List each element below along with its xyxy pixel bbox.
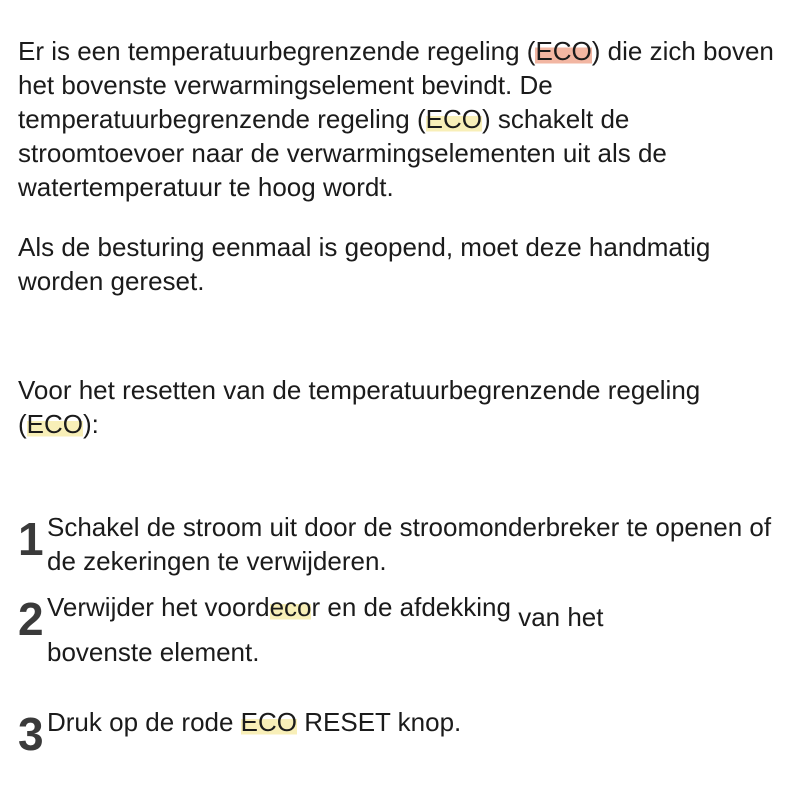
step-number: 2	[18, 593, 44, 645]
step-1	[18, 510, 788, 580]
step-2	[18, 590, 788, 670]
intro-paragraph	[18, 34, 788, 204]
eco-term-highlight: ECO	[425, 104, 482, 134]
step-3	[18, 705, 788, 760]
intro-text-part-1: Er is een temperatuurbegrenzende regeling (	[18, 36, 536, 66]
eco-term-highlight: ECO	[240, 707, 298, 737]
reset-heading-text-part-2: ):	[83, 409, 99, 439]
eco-term-highlight-red: ECO	[535, 36, 592, 66]
step-text	[47, 705, 787, 739]
intro-text-part-2: ) die zich boven het bovenste verwarmingselement bevindt. De temperatuurbegrenzende regeling (	[18, 36, 774, 134]
step-number: 1	[18, 513, 44, 565]
step-text-part: Druk op de rode	[47, 707, 241, 737]
step-text-part: r en de afdekking	[311, 592, 519, 622]
intro-text-part-3: ) schakelt de stroomtoevoer naar de verwarmingselementen uit als de watertemperatuur te hoog wordt.	[18, 104, 667, 202]
reset-heading-text-part-1: Voor het resetten van de temperatuurbegrenzende regeling (	[18, 375, 701, 439]
eco-term-highlight: ECO	[26, 409, 84, 439]
step-text-continuation: bovenste element.	[47, 637, 260, 667]
step-text-part: van het	[518, 602, 604, 632]
step-text: Schakel de stroom uit door de stroomonderbreker te openen of de zekeringen te verwijderen.	[47, 512, 772, 576]
step-text-part: RESET knop.	[297, 707, 462, 737]
eco-term-highlight: eco	[269, 592, 312, 622]
step-number: 3	[18, 708, 44, 760]
step-text	[47, 590, 787, 632]
step-text-part: Verwijder het voord	[47, 592, 270, 622]
reset-note-paragraph: Als de besturing eenmaal is geopend, moet deze handmatig worden gereset.	[18, 232, 711, 296]
reset-heading-paragraph	[18, 373, 788, 441]
